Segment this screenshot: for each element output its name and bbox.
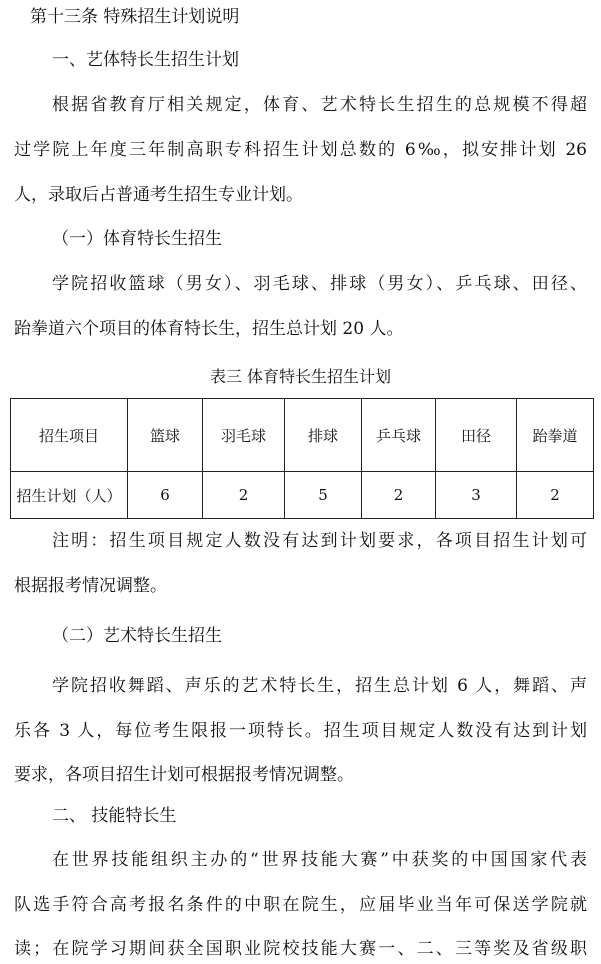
table-value-cell: 3 <box>436 472 517 519</box>
para3-line: 要求，各项目招生计划可根据报考情况调整。 <box>14 765 354 785</box>
para3-line: 乐各 3 人，每位考生限报一项特长。招生项目规定人数没有达到计划 <box>14 721 587 741</box>
table-value-cell: 6 <box>128 472 203 519</box>
para1-line: 过学院上年度三年制高职专科招生计划总数的 6‰，拟安排计划 26 <box>14 140 587 160</box>
table-value-cell: 2 <box>517 472 594 519</box>
article-title: 第十三条 特殊招生计划说明 <box>30 7 240 27</box>
para2-line: 跆拳道六个项目的体育特长生，招生总计划 20 人。 <box>14 319 404 339</box>
table-item-cell: 羽毛球 <box>203 399 285 472</box>
table-value-cell: 2 <box>203 472 285 519</box>
para3-line: 学院招收舞蹈、声乐的艺术特长生，招生总计划 6 人，舞蹈、声 <box>52 676 587 696</box>
table-item-cell: 篮球 <box>128 399 203 472</box>
section2-heading: 二、 技能特长生 <box>52 806 177 826</box>
para4-line: 队选手符合高考报名条件的中职在院生，应届毕业当年可保送学院就 <box>14 895 587 915</box>
sports-plan-table <box>10 398 594 519</box>
table-row-label: 招生计划（人） <box>11 472 128 519</box>
table-item-cell: 田径 <box>436 399 517 472</box>
table-item-cell: 跆拳道 <box>517 399 594 472</box>
table-item-cell: 乒乓球 <box>362 399 436 472</box>
para4-line: 读；在院学习期间获全国职业院校技能大赛一、二、三等奖及省级职 <box>14 939 587 959</box>
para2-line: 学院招收篮球（男女）、羽毛球、排球（男女）、乒乓球、田径、 <box>52 274 587 294</box>
table-header-row <box>11 399 594 472</box>
table-header-label: 招生项目 <box>11 399 128 472</box>
para1-line: 根据省教育厅相关规定，体育、艺术特长生招生的总规模不得超 <box>52 95 587 115</box>
table-item-cell: 排球 <box>285 399 362 472</box>
table-value-cell: 2 <box>362 472 436 519</box>
table-caption: 表三 体育特长生招生计划 <box>209 367 392 386</box>
note-line: 注明：招生项目规定人数没有达到计划要求，各项目招生计划可 <box>52 531 587 551</box>
table-row <box>11 472 594 519</box>
table-value-cell: 5 <box>285 472 362 519</box>
sub2-heading: （二）艺术特长生招生 <box>52 626 222 646</box>
sub1-heading: （一）体育特长生招生 <box>52 229 222 249</box>
note-line: 根据报考情况调整。 <box>14 576 167 596</box>
section1-heading: 一、艺体特长生招生计划 <box>52 50 239 70</box>
para4-line: 在世界技能组织主办的“世界技能大赛”中获奖的中国国家代表 <box>52 850 587 870</box>
para1-line: 人，录取后占普通考生招生专业计划。 <box>14 185 303 205</box>
